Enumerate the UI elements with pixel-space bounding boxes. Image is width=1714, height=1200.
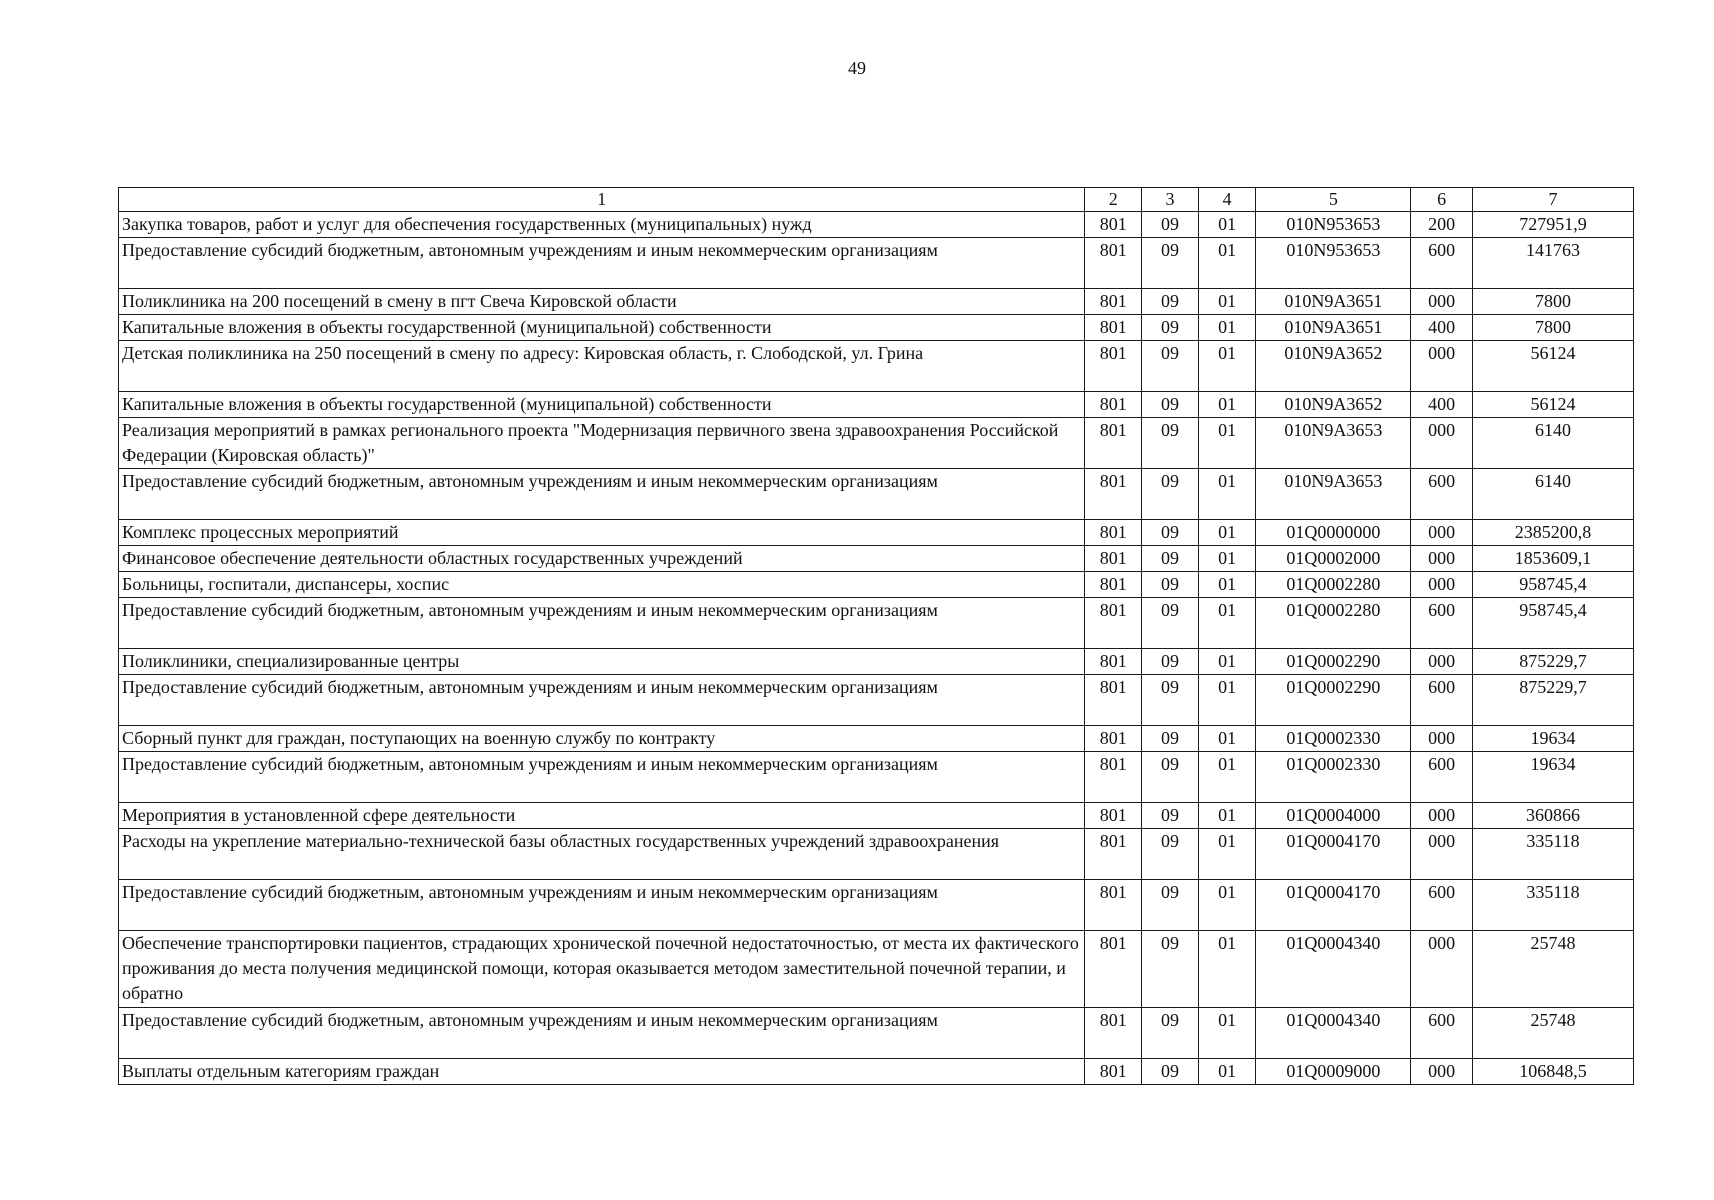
row-code-5: 010N9A3651 (1256, 289, 1411, 315)
row-name: Комплекс процессных мероприятий (119, 520, 1085, 546)
row-code-2: 801 (1085, 212, 1142, 238)
row-code-5: 010N9A3653 (1256, 469, 1411, 520)
row-code-2: 801 (1085, 289, 1142, 315)
row-code-4: 01 (1198, 469, 1256, 520)
row-code-6: 600 (1411, 1008, 1473, 1059)
row-code-5: 01Q0004340 (1256, 931, 1411, 1008)
row-code-2: 801 (1085, 392, 1142, 418)
row-code-3: 09 (1142, 520, 1199, 546)
table-row (119, 598, 1634, 649)
row-code-3: 09 (1142, 803, 1199, 829)
table-row (119, 649, 1634, 675)
row-code-3: 09 (1142, 418, 1199, 469)
row-code-6: 000 (1411, 418, 1473, 469)
table-row (119, 829, 1634, 880)
row-amount: 1853609,1 (1473, 546, 1634, 572)
row-code-3: 09 (1142, 726, 1199, 752)
table-row (119, 931, 1634, 1008)
row-code-6: 600 (1411, 675, 1473, 726)
row-code-3: 09 (1142, 1008, 1199, 1059)
row-code-2: 801 (1085, 726, 1142, 752)
row-amount: 7800 (1473, 289, 1634, 315)
row-code-5: 01Q0002280 (1256, 572, 1411, 598)
row-code-2: 801 (1085, 1059, 1142, 1085)
row-code-3: 09 (1142, 315, 1199, 341)
row-code-2: 801 (1085, 803, 1142, 829)
row-code-3: 09 (1142, 675, 1199, 726)
row-code-6: 600 (1411, 238, 1473, 289)
row-code-4: 01 (1198, 752, 1256, 803)
row-code-3: 09 (1142, 931, 1199, 1008)
row-code-4: 01 (1198, 392, 1256, 418)
row-name: Поликлиника на 200 посещений в смену в пгт Свеча Кировской области (119, 289, 1085, 315)
table-row (119, 341, 1634, 392)
row-code-4: 01 (1198, 212, 1256, 238)
row-code-6: 000 (1411, 931, 1473, 1008)
row-amount: 6140 (1473, 418, 1634, 469)
row-code-2: 801 (1085, 315, 1142, 341)
row-name: Мероприятия в установленной сфере деятельности (119, 803, 1085, 829)
row-code-5: 01Q0004170 (1256, 880, 1411, 931)
row-code-2: 801 (1085, 880, 1142, 931)
row-code-6: 600 (1411, 752, 1473, 803)
table-row (119, 726, 1634, 752)
row-name: Предоставление субсидий бюджетным, автономным учреждениям и иным некоммерческим организациям (119, 752, 1085, 803)
row-code-6: 400 (1411, 315, 1473, 341)
row-code-5: 010N9A3652 (1256, 392, 1411, 418)
row-code-2: 801 (1085, 520, 1142, 546)
row-code-6: 000 (1411, 726, 1473, 752)
row-code-4: 01 (1198, 418, 1256, 469)
row-code-4: 01 (1198, 546, 1256, 572)
row-code-5: 010N9A3653 (1256, 418, 1411, 469)
table-row (119, 392, 1634, 418)
row-amount: 958745,4 (1473, 598, 1634, 649)
table-header-row (119, 188, 1634, 212)
row-code-6: 400 (1411, 392, 1473, 418)
header-cell: 3 (1142, 188, 1199, 212)
row-code-3: 09 (1142, 546, 1199, 572)
row-code-5: 01Q0000000 (1256, 520, 1411, 546)
row-code-6: 000 (1411, 520, 1473, 546)
row-name: Предоставление субсидий бюджетным, автономным учреждениям и иным некоммерческим организациям (119, 1008, 1085, 1059)
row-code-6: 600 (1411, 880, 1473, 931)
row-name: Реализация мероприятий в рамках регионального проекта "Модернизация первичного звена здравоохранения Российской Федерации (Кировская область)" (119, 418, 1085, 469)
row-code-4: 01 (1198, 1059, 1256, 1085)
table-row (119, 803, 1634, 829)
row-name: Предоставление субсидий бюджетным, автономным учреждениям и иным некоммерческим организациям (119, 469, 1085, 520)
row-amount: 25748 (1473, 931, 1634, 1008)
row-name: Сборный пункт для граждан, поступающих на военную службу по контракту (119, 726, 1085, 752)
row-code-3: 09 (1142, 392, 1199, 418)
row-code-5: 010N953653 (1256, 238, 1411, 289)
row-name: Предоставление субсидий бюджетным, автономным учреждениям и иным некоммерческим организациям (119, 598, 1085, 649)
row-code-5: 01Q0002290 (1256, 675, 1411, 726)
row-code-5: 01Q0009000 (1256, 1059, 1411, 1085)
row-name: Финансовое обеспечение деятельности областных государственных учреждений (119, 546, 1085, 572)
row-code-5: 010N953653 (1256, 212, 1411, 238)
row-name: Расходы на укрепление материально-технической базы областных государственных учреждений здравоохранения (119, 829, 1085, 880)
row-code-6: 000 (1411, 649, 1473, 675)
row-code-5: 01Q0002290 (1256, 649, 1411, 675)
row-amount: 335118 (1473, 829, 1634, 880)
header-cell: 7 (1473, 188, 1634, 212)
row-amount: 958745,4 (1473, 572, 1634, 598)
row-amount: 7800 (1473, 315, 1634, 341)
row-code-4: 01 (1198, 341, 1256, 392)
row-amount: 727951,9 (1473, 212, 1634, 238)
table-row (119, 418, 1634, 469)
page-number: 49 (848, 58, 866, 78)
row-code-6: 000 (1411, 572, 1473, 598)
row-amount: 875229,7 (1473, 675, 1634, 726)
row-code-3: 09 (1142, 598, 1199, 649)
row-code-4: 01 (1198, 572, 1256, 598)
row-name: Предоставление субсидий бюджетным, автономным учреждениям и иным некоммерческим организациям (119, 880, 1085, 931)
row-code-5: 01Q0002000 (1256, 546, 1411, 572)
row-code-2: 801 (1085, 649, 1142, 675)
table-row (119, 315, 1634, 341)
row-amount: 335118 (1473, 880, 1634, 931)
row-code-5: 01Q0004000 (1256, 803, 1411, 829)
row-name: Предоставление субсидий бюджетным, автономным учреждениям и иным некоммерческим организациям (119, 238, 1085, 289)
row-name: Больницы, госпитали, диспансеры, хоспис (119, 572, 1085, 598)
row-code-3: 09 (1142, 572, 1199, 598)
header-cell: 5 (1256, 188, 1411, 212)
row-amount: 141763 (1473, 238, 1634, 289)
row-code-3: 09 (1142, 238, 1199, 289)
row-code-2: 801 (1085, 1008, 1142, 1059)
row-code-3: 09 (1142, 649, 1199, 675)
header-cell: 4 (1198, 188, 1256, 212)
row-code-4: 01 (1198, 675, 1256, 726)
row-code-3: 09 (1142, 212, 1199, 238)
row-code-5: 010N9A3652 (1256, 341, 1411, 392)
row-code-4: 01 (1198, 520, 1256, 546)
table-row (119, 1059, 1634, 1085)
row-name: Капитальные вложения в объекты государственной (муниципальной) собственности (119, 392, 1085, 418)
row-code-3: 09 (1142, 752, 1199, 803)
row-code-2: 801 (1085, 829, 1142, 880)
row-amount: 56124 (1473, 341, 1634, 392)
row-code-5: 01Q0002280 (1256, 598, 1411, 649)
row-amount: 19634 (1473, 752, 1634, 803)
table-row (119, 546, 1634, 572)
row-code-3: 09 (1142, 469, 1199, 520)
row-code-2: 801 (1085, 572, 1142, 598)
row-name: Выплаты отдельным категориям граждан (119, 1059, 1085, 1085)
row-amount: 56124 (1473, 392, 1634, 418)
header-cell: 6 (1411, 188, 1473, 212)
table-row (119, 469, 1634, 520)
row-amount: 360866 (1473, 803, 1634, 829)
row-code-4: 01 (1198, 289, 1256, 315)
row-name: Предоставление субсидий бюджетным, автономным учреждениям и иным некоммерческим организациям (119, 675, 1085, 726)
row-code-4: 01 (1198, 1008, 1256, 1059)
row-amount: 25748 (1473, 1008, 1634, 1059)
row-code-2: 801 (1085, 752, 1142, 803)
row-code-2: 801 (1085, 341, 1142, 392)
row-code-5: 01Q0004170 (1256, 829, 1411, 880)
row-code-6: 000 (1411, 1059, 1473, 1085)
row-code-6: 000 (1411, 341, 1473, 392)
row-code-6: 200 (1411, 212, 1473, 238)
row-amount: 19634 (1473, 726, 1634, 752)
row-code-6: 000 (1411, 803, 1473, 829)
table-row (119, 675, 1634, 726)
header-cell: 2 (1085, 188, 1142, 212)
row-code-3: 09 (1142, 880, 1199, 931)
row-name: Детская поликлиника на 250 посещений в смену по адресу: Кировская область, г. Слободской, ул. Грина (119, 341, 1085, 392)
row-code-4: 01 (1198, 880, 1256, 931)
row-code-6: 000 (1411, 829, 1473, 880)
row-code-6: 600 (1411, 598, 1473, 649)
row-code-2: 801 (1085, 469, 1142, 520)
row-amount: 875229,7 (1473, 649, 1634, 675)
row-code-4: 01 (1198, 315, 1256, 341)
table-row (119, 212, 1634, 238)
table-row (119, 572, 1634, 598)
table-row (119, 289, 1634, 315)
row-name: Обеспечение транспортировки пациентов, страдающих хронической почечной недостаточностью, от места их фактического проживания до места получения медицинской помощи, которая оказывается методом заместительной почечной терапии, и обратно (119, 931, 1085, 1008)
row-code-3: 09 (1142, 289, 1199, 315)
row-code-5: 01Q0002330 (1256, 752, 1411, 803)
row-code-4: 01 (1198, 598, 1256, 649)
row-code-6: 600 (1411, 469, 1473, 520)
table-row (119, 880, 1634, 931)
row-code-2: 801 (1085, 675, 1142, 726)
row-code-3: 09 (1142, 1059, 1199, 1085)
row-code-4: 01 (1198, 829, 1256, 880)
row-code-2: 801 (1085, 598, 1142, 649)
table-row (119, 752, 1634, 803)
header-cell: 1 (119, 188, 1085, 212)
row-code-6: 000 (1411, 289, 1473, 315)
row-code-5: 01Q0002330 (1256, 726, 1411, 752)
row-code-4: 01 (1198, 726, 1256, 752)
row-code-2: 801 (1085, 546, 1142, 572)
row-code-4: 01 (1198, 649, 1256, 675)
row-code-5: 01Q0004340 (1256, 1008, 1411, 1059)
table-row (119, 238, 1634, 289)
row-name: Капитальные вложения в объекты государственной (муниципальной) собственности (119, 315, 1085, 341)
row-code-4: 01 (1198, 803, 1256, 829)
row-amount: 106848,5 (1473, 1059, 1634, 1085)
row-name: Закупка товаров, работ и услуг для обеспечения государственных (муниципальных) нужд (119, 212, 1085, 238)
row-code-3: 09 (1142, 341, 1199, 392)
row-code-4: 01 (1198, 238, 1256, 289)
row-code-2: 801 (1085, 931, 1142, 1008)
table-body (119, 212, 1634, 1085)
budget-table (118, 187, 1634, 1085)
row-code-2: 801 (1085, 238, 1142, 289)
row-amount: 2385200,8 (1473, 520, 1634, 546)
table-row (119, 1008, 1634, 1059)
row-code-6: 000 (1411, 546, 1473, 572)
row-code-2: 801 (1085, 418, 1142, 469)
row-amount: 6140 (1473, 469, 1634, 520)
table-row (119, 520, 1634, 546)
row-code-5: 010N9A3651 (1256, 315, 1411, 341)
row-code-3: 09 (1142, 829, 1199, 880)
row-name: Поликлиники, специализированные центры (119, 649, 1085, 675)
row-code-4: 01 (1198, 931, 1256, 1008)
